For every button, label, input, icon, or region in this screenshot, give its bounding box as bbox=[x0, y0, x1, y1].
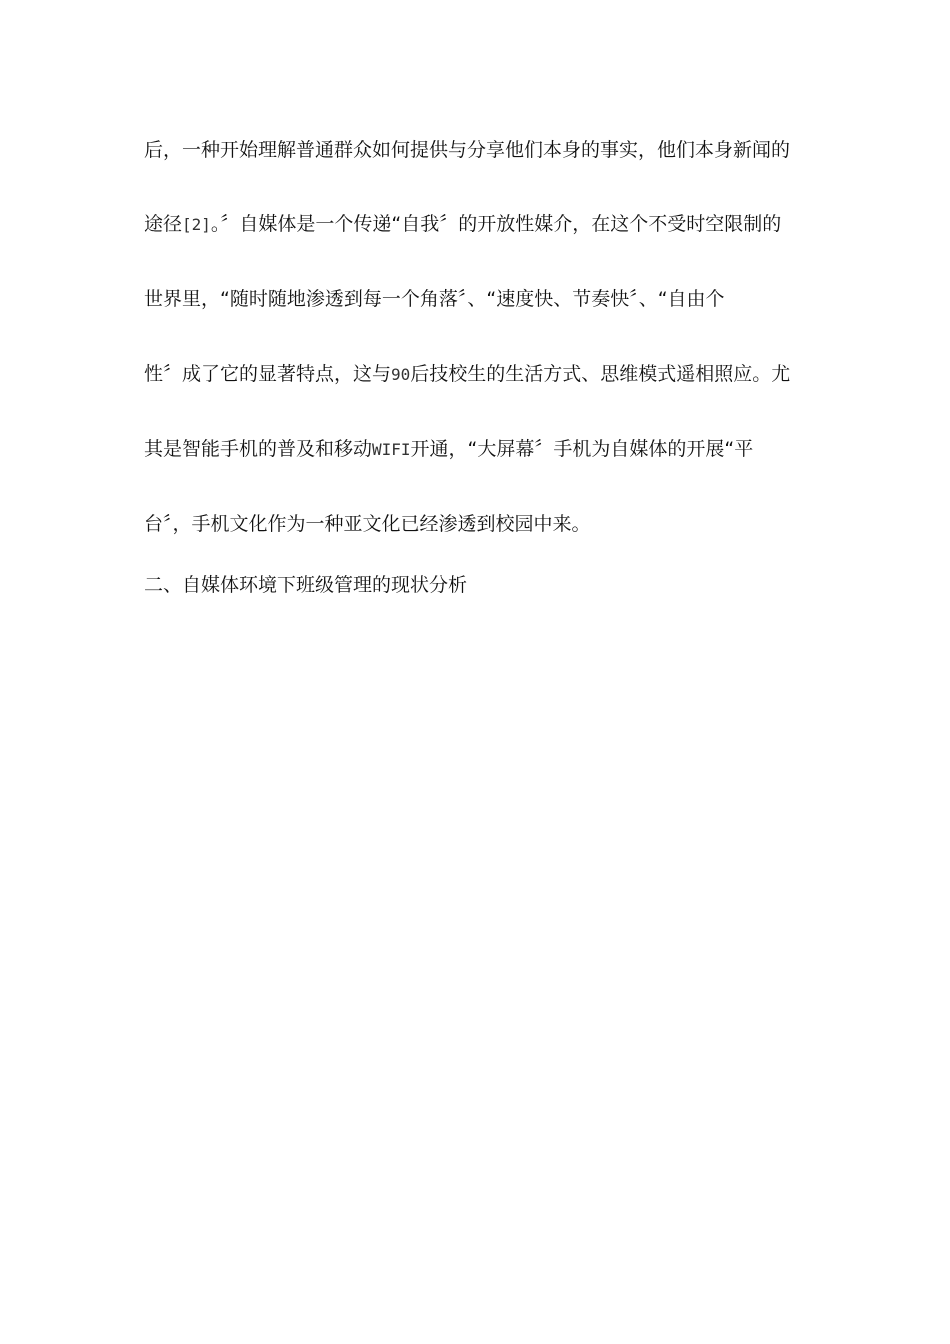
paragraph-text: 世界里，“随时随地渗透到每一个角落〞、“速度快、节奏快〞、“自由个 bbox=[144, 288, 725, 310]
paragraph-text: 性〞成了它的显著特点，这与 bbox=[144, 363, 392, 385]
paragraph-line-4 bbox=[144, 365, 790, 384]
citation-reference: [2] bbox=[182, 215, 211, 234]
number-text: 90 bbox=[391, 365, 411, 384]
paragraph-line-2 bbox=[144, 215, 781, 234]
paragraph-line-1 bbox=[144, 141, 790, 160]
paragraph-text: 后，一种开始理解普通群众如何提供与分享他们本身的事实，他们本身新闻的 bbox=[144, 139, 791, 161]
paragraph-line-5 bbox=[144, 440, 753, 459]
paragraph-text: 台〞，手机文化作为一种亚文化已经渗透到校园中来。 bbox=[144, 513, 591, 535]
paragraph-text: 其是智能手机的普及和移动 bbox=[144, 438, 373, 460]
paragraph-line-3 bbox=[144, 290, 725, 309]
paragraph-text: 后技校生的生活方式、思维模式遥相照应。尤 bbox=[410, 363, 791, 385]
paragraph-text: 。〞自媒体是一个传递“自我〞的开放性媒介，在这个不受时空限制的 bbox=[210, 213, 782, 235]
paragraph-line-6 bbox=[144, 515, 591, 534]
paragraph-text: 途径 bbox=[144, 213, 183, 235]
paragraph-text: 开通，“大屏幕〞手机为自媒体的开展“平 bbox=[410, 438, 754, 460]
wifi-text: WIFI bbox=[372, 440, 411, 459]
section-heading: 二、自媒体环境下班级管理的现状分析 bbox=[144, 574, 468, 596]
